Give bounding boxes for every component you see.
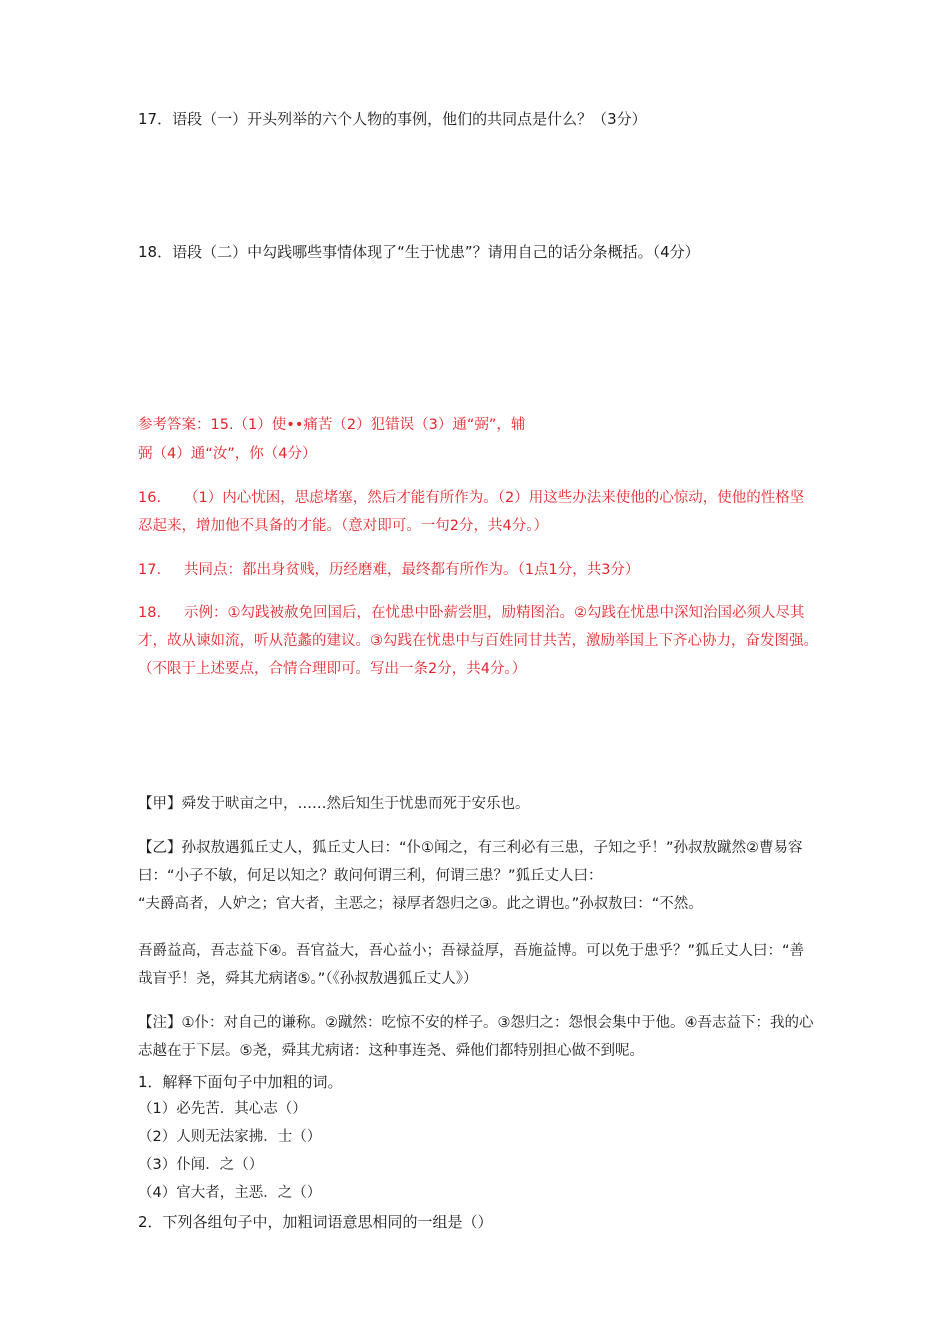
exercise-1-item-3: （3）仆闻．之（） [138, 1157, 264, 1173]
answer-16-text: （1）内心忧困，思虑堵塞，然后才能有所作为。（2）用这些办法来使他的心惊动，使他的性格坚忍起来，增加他不具备的才能。（意对即可。一句2分，共4分。） [138, 490, 805, 534]
passage-yi-part3: 吾爵益高，吾志益下④。吾官益大，吾心益小；吾禄益厚，吾施益博。可以免于患乎？”狐丘丈人曰：“善哉盲乎！尧，舜其尤病诸⑤。”（《孙叔敖遇狐丘丈人》） [138, 943, 805, 987]
passage-yi-part2: “夫爵高者，人妒之；官大者，主恶之；禄厚者怨归之③。此之谓也。”孙叔敖曰：“不然。 [138, 896, 703, 912]
answer-18 [138, 599, 818, 683]
answer-18-number: 18. [138, 605, 162, 621]
question-17: 17．语段（一）开头列举的六个人物的事例，他们的共同点是什么？（3分） [138, 110, 647, 128]
question-18: 18．语段（二）中勾践哪些事情体现了“生于忧患”？请用自己的话分条概括。（4分） [138, 243, 700, 261]
answer-17-number: 17. [138, 562, 162, 578]
exercise-2: 2．下列各组句子中，加粗词语意思相同的一组是（） [138, 1213, 493, 1231]
exercise-1-item-1: （1）必先苦．其心志（） [138, 1101, 307, 1117]
exercise-1-item-2: （2）人则无法家拂．士（） [138, 1129, 322, 1145]
passage-note: 【注】①仆：对自己的谦称。②蹴然：吃惊不安的样子。③怨归之：怨恨会集中于他。④吾志益下：我的心志越在于下层。⑤尧，舜其尤病诸：这种事连尧、舜他们都特别担心做不到呢。 [138, 1015, 814, 1059]
answer-18-text: 示例：①勾践被赦免回国后，在忧患中卧薪尝胆，励精图治。②勾践在忧患中深知治国必须人尽其才，故从谏如流，听从范蠡的建议。③勾践在忧患中与百姓同甘共苦，激励举国上下齐心协力，奋发图强。（不限于上述要点，合情合理即可。写出一条2分，共4分。） [138, 605, 818, 677]
exercise-1-item-4: （4）官大者，主恶．之（） [138, 1185, 322, 1201]
passage-jia: 【甲】舜发于畎亩之中，……然后知生于忧患而死于安乐也。 [138, 796, 530, 812]
answer-17-text: 共同点：都出身贫贱，历经磨难，最终都有所作为。（1点1分，共3分） [184, 562, 640, 578]
answer-15-line2: 弼（4）通“汝”，你（4分） [138, 446, 317, 462]
answer-15-line1: 参考答案：15.（1）使••痛苦（2）犯错误（3）通“弼”，辅 [138, 417, 526, 433]
answer-17 [138, 556, 818, 584]
exercise-1: 1．解释下面句子中加粗的词。 [138, 1073, 343, 1091]
passage-yi-part1: 【乙】孙叔敖遇狐丘丈人，狐丘丈人曰：“仆①闻之，有三利必有三患，子知之乎！”孙叔敖蹴然②曹易容曰：“小子不敏，何足以知之？敢问何谓三利，何谓三患？”狐丘丈人曰： [138, 840, 803, 884]
answer-16 [138, 484, 818, 540]
answer-16-number: 16. [138, 490, 162, 506]
